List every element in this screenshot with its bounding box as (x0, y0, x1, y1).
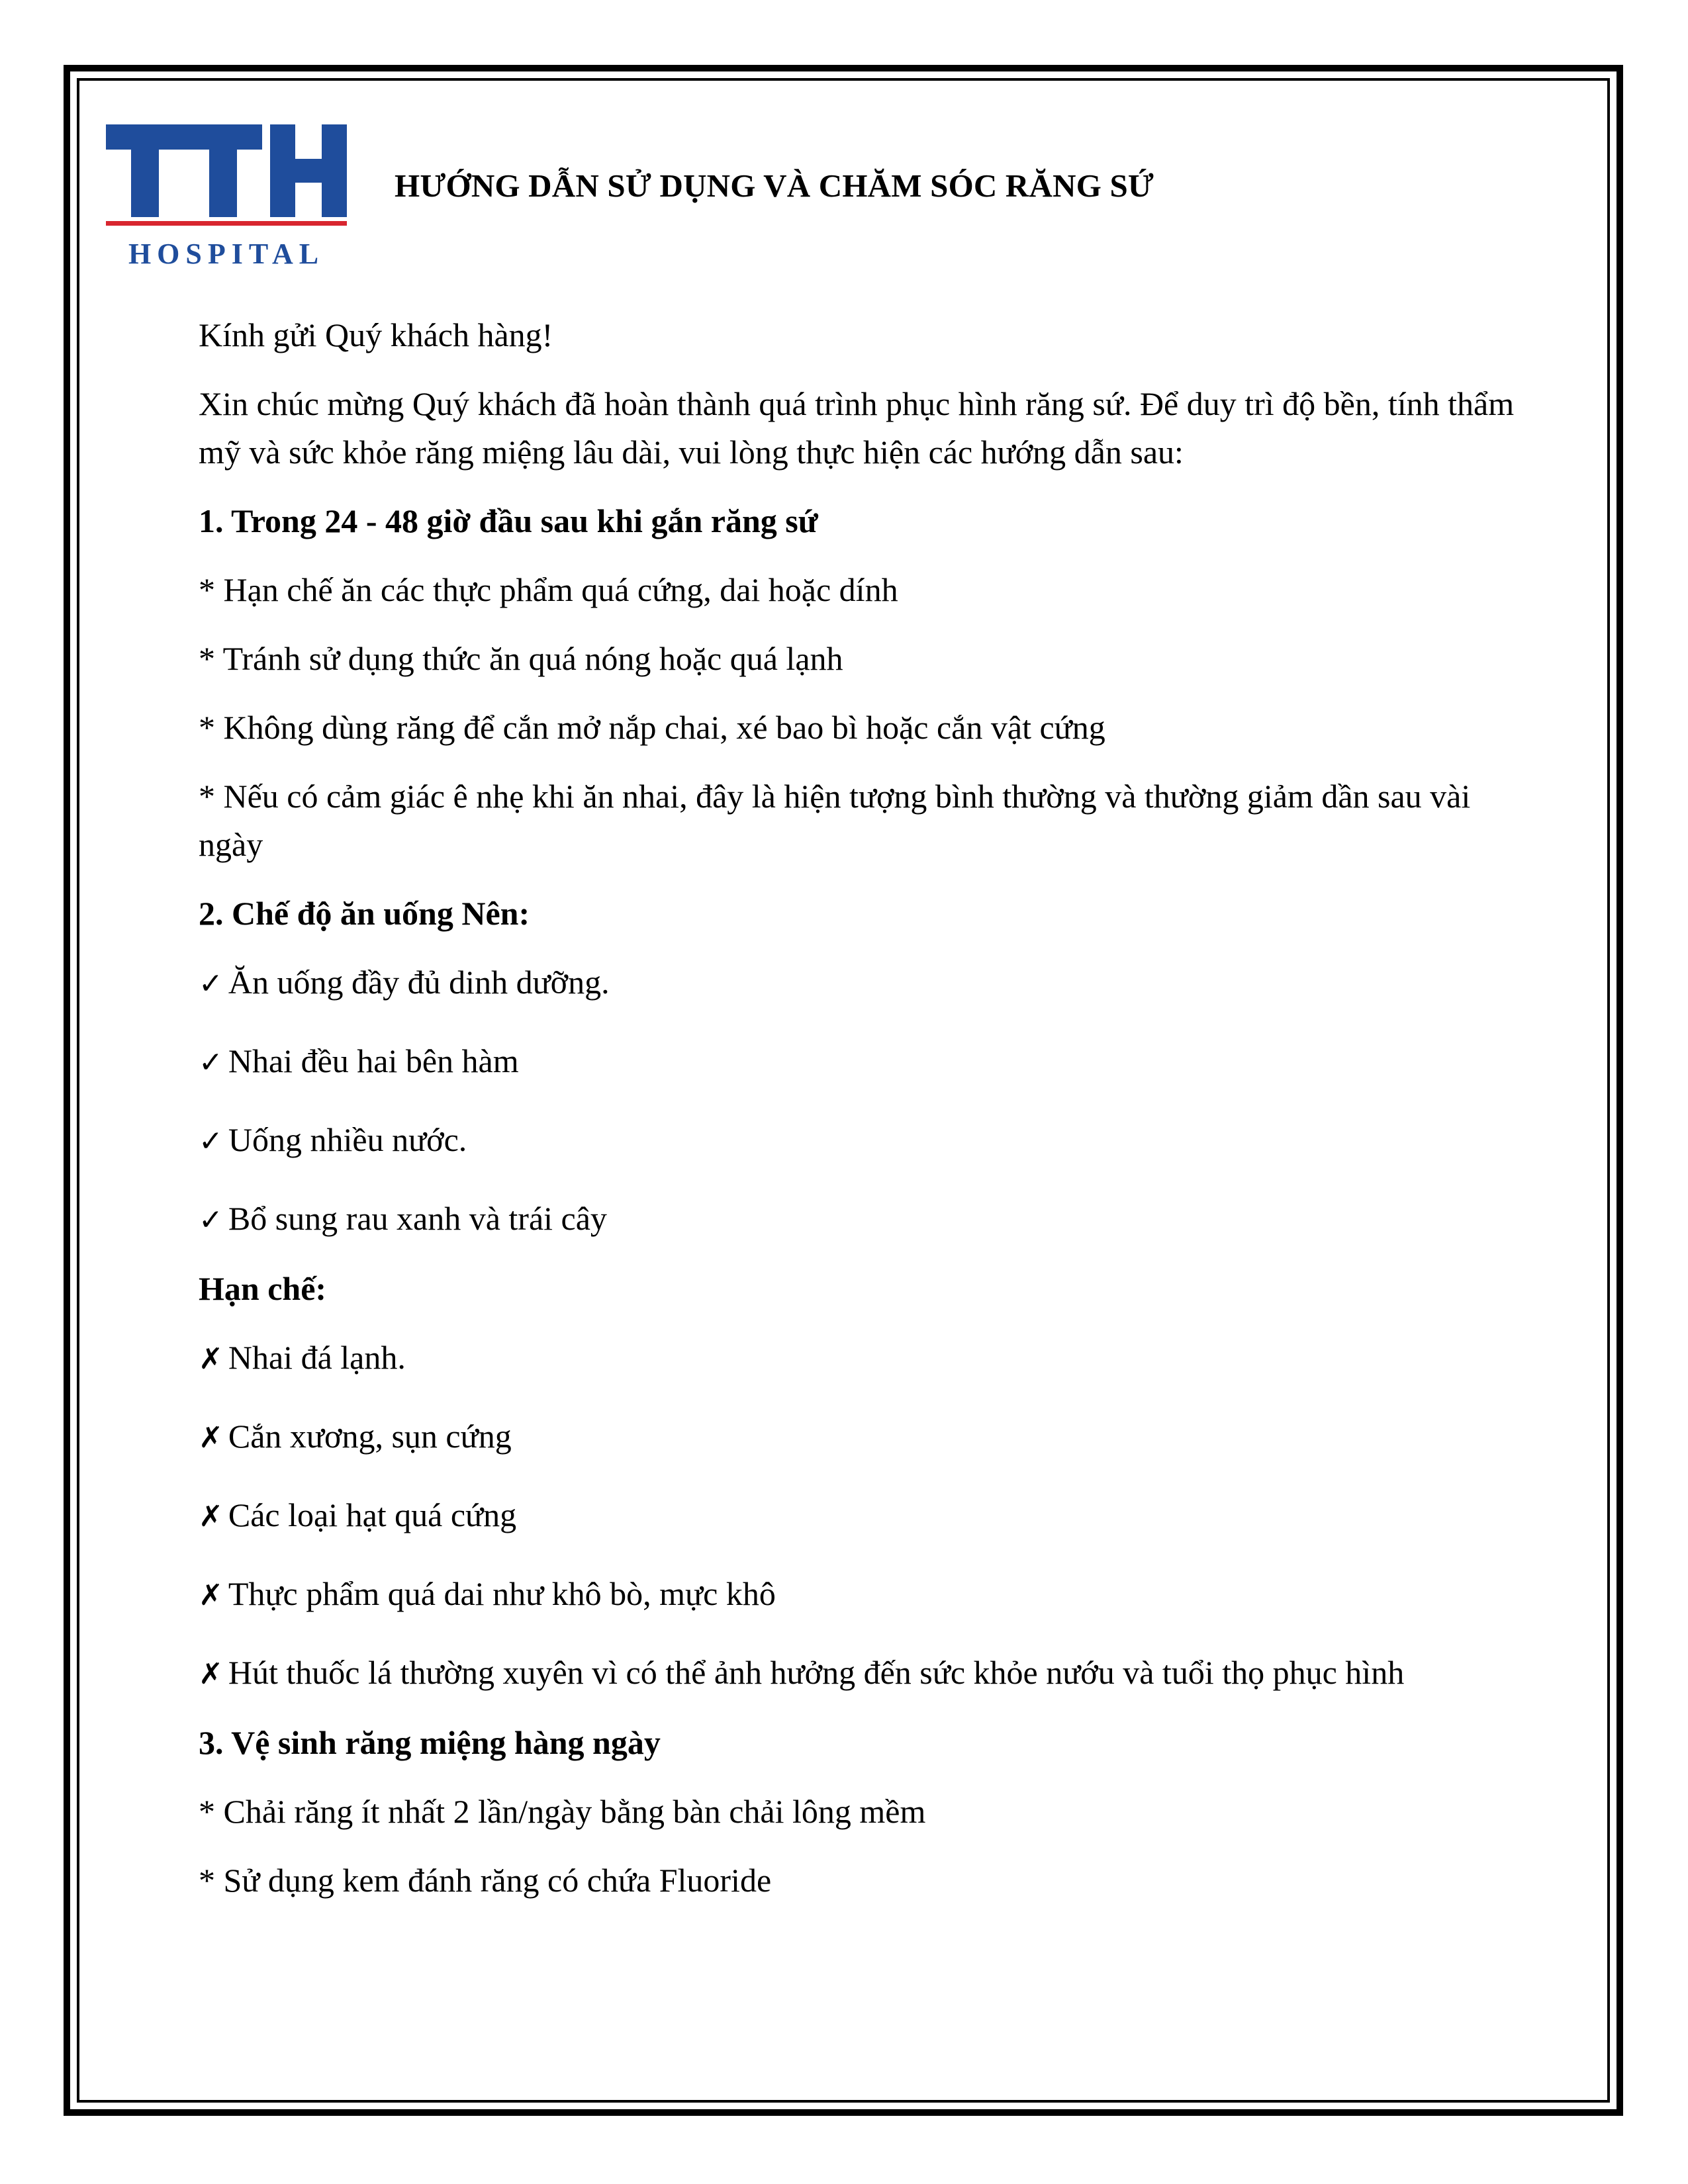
section-3-item: * Sử dụng kem đánh răng có chứa Fluoride (199, 1862, 772, 1899)
limit-heading: Hạn chế: (199, 1270, 327, 1307)
limit-item-text: Các loại hạt quá cứng (228, 1496, 517, 1533)
section-2-heading: 2. Chế độ ăn uống Nên: (199, 895, 530, 932)
section-3-heading: 3. Vệ sinh răng miệng hàng ngày (199, 1724, 661, 1761)
should-item (199, 1037, 1516, 1087)
check-icon: ✓ (199, 1203, 223, 1237)
should-item-text: Bổ sung rau xanh và trái cây (228, 1200, 607, 1237)
intro-paragraph: Xin chúc mừng Quý khách đã hoàn thành quá trình phục hình răng sứ. Để duy trì độ bền, tính thẩm mỹ và sức khỏe răng miệng lâu dài, vui lòng thực hiện các hướng dẫn sau: (199, 385, 1515, 471)
document-body (199, 311, 1516, 1925)
section-1-heading: 1. Trong 24 - 48 giờ đầu sau khi gắn răng sứ (199, 502, 818, 539)
section-1-item: * Nếu có cảm giác ê nhẹ khi ăn nhai, đây là hiện tượng bình thường và thường giảm dần sau vài ngày (199, 778, 1471, 863)
section-3-item: * Chải răng ít nhất 2 lần/ngày bằng bàn chải lông mềm (199, 1793, 926, 1830)
check-icon: ✓ (199, 1124, 223, 1158)
should-item-text: Nhai đều hai bên hàm (228, 1042, 519, 1079)
limit-item-text: Nhai đá lạnh. (228, 1339, 406, 1376)
cross-icon: ✗ (199, 1500, 223, 1533)
cross-icon: ✗ (199, 1657, 223, 1691)
limit-item (199, 1649, 1516, 1698)
should-item (199, 1195, 1516, 1244)
cross-icon: ✗ (199, 1421, 223, 1455)
limit-item-text: Cắn xương, sụn cứng (228, 1418, 512, 1455)
document-title: HƯỚNG DẪN SỬ DỤNG VÀ CHĂM SÓC RĂNG SỨ (395, 167, 1154, 204)
check-icon: ✓ (199, 967, 223, 1001)
limit-item (199, 1491, 1516, 1541)
svg-text:HOSPITAL: HOSPITAL (128, 238, 325, 270)
should-item-text: Uống nhiều nước. (228, 1121, 467, 1158)
check-icon: ✓ (199, 1046, 223, 1079)
section-1-item: * Tránh sử dụng thức ăn quá nóng hoặc quá lạnh (199, 640, 843, 677)
limit-item (199, 1412, 1516, 1462)
section-1-item: * Không dùng răng để cắn mở nắp chai, xé bao bì hoặc cắn vật cứng (199, 709, 1105, 746)
section-1-item: * Hạn chế ăn các thực phẩm quá cứng, dai hoặc dính (199, 571, 898, 608)
should-item (199, 1116, 1516, 1165)
limit-item (199, 1334, 1516, 1383)
hospital-logo (106, 124, 347, 271)
should-item (199, 958, 1516, 1008)
cross-icon: ✗ (199, 1578, 223, 1612)
cross-icon: ✗ (199, 1342, 223, 1376)
should-item-text: Ăn uống đầy đủ dinh dưỡng. (228, 964, 610, 1001)
greeting: Kính gửi Quý khách hàng! (199, 316, 553, 353)
limit-item-text: Hút thuốc lá thường xuyên vì có thể ảnh hưởng đến sức khỏe nướu và tuổi thọ phục hình (228, 1654, 1405, 1691)
limit-item-text: Thực phẩm quá dai như khô bò, mực khô (228, 1575, 776, 1612)
limit-item (199, 1570, 1516, 1619)
